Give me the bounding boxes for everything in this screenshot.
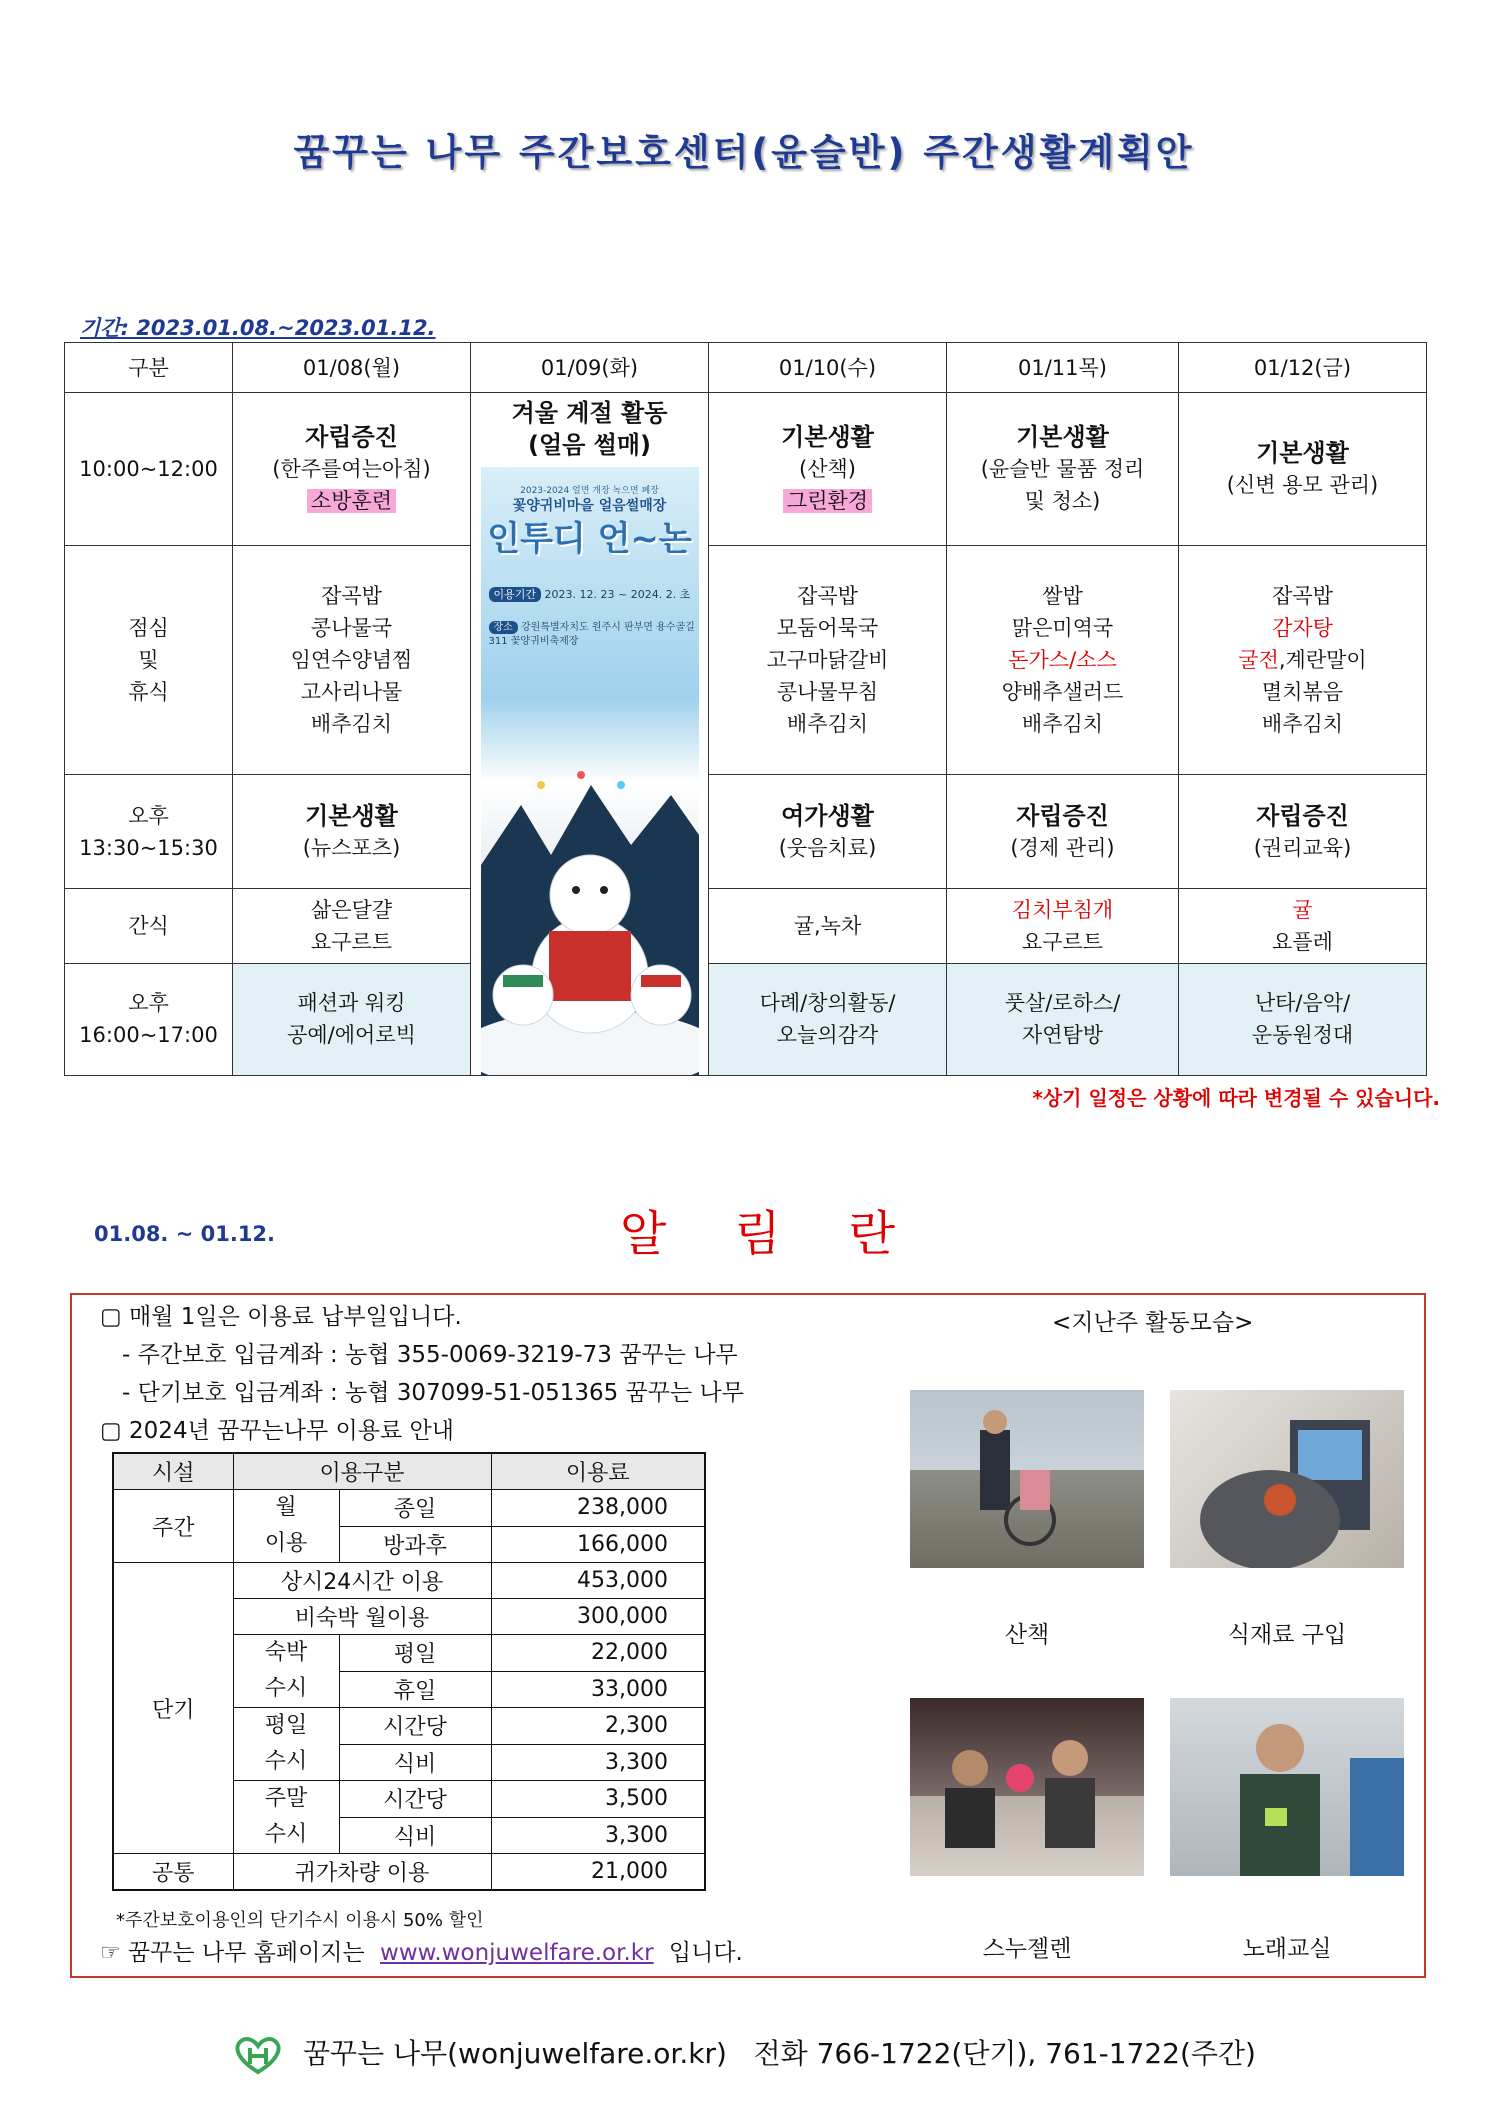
fee-value: 22,000 [491,1635,705,1672]
fee-category [233,1708,339,1781]
mon-pm1-cell [233,775,471,889]
poster-period: 2023. 12. 23 ~ 2024. 2. 초 [544,588,691,601]
fri-am-cell [1179,393,1427,546]
menu-item-special: 돈가스/소스 [1008,648,1117,673]
photo-snoezelen [910,1698,1144,1876]
wed-am-cell [709,393,947,546]
notice-line: ▢ 매월 1일은 이용료 납부일입니다. [100,1304,462,1330]
fee-sub: 식비 [339,1744,491,1781]
fee-sub: 시간당 [339,1708,491,1745]
mon-snack-cell [233,889,471,963]
fee-header-row [113,1453,705,1490]
activity-line: 풋살/로하스/ [1004,991,1121,1016]
snack-item: 요구르트 [310,930,393,955]
fee-category-line: 수시 [264,1822,308,1847]
poster-slogan: 인투디 언~논 [487,519,692,559]
account-short: - 단기보호 입금계좌 : 농협 307099-51-051365 꿈꾸는 나무 [122,1380,744,1406]
fee-row [113,1854,705,1891]
menu-item: 모둠어묵국 [776,616,879,641]
notice-title: 알림란 [620,1206,964,1262]
wed-pm1-cell [709,775,947,889]
fri-lunch-cell [1179,546,1427,775]
schedule-row-pm2 [65,963,1427,1075]
snowman-illustration [481,745,699,1075]
discount-note: *주간보호이용인의 단기수시 이용시 50% 할인 [116,1910,484,1931]
poster-name: 꽃양귀비마을 얼음썰매장 [512,498,667,514]
activity-sub: (신변 용모 관리) [1226,473,1379,498]
homepage-suffix: 입니다. [668,1940,743,1966]
row-label: 간식 [65,889,233,963]
thu-snack-cell [947,889,1179,963]
logo-icon [232,2034,284,2076]
fee-sub: 상시24시간 이용 [233,1563,491,1599]
mon-am-cell [233,393,471,546]
highlight-tag: 그린환경 [783,489,872,513]
mon-lunch-cell [233,546,471,775]
weekly-schedule-table [64,342,1427,1076]
thu-pm1-cell [947,775,1179,889]
photo-walk [910,1390,1144,1568]
snack-item: 요플레 [1272,930,1333,955]
fee-sub: 귀가차량 이용 [233,1854,491,1891]
schedule-row-lunch [65,546,1427,775]
menu-item: 멸치볶음 [1261,680,1344,705]
activity-line: 오늘의감각 [776,1023,879,1048]
activity-line: 난타/음악/ [1254,991,1351,1016]
homepage-link[interactable]: www.wonjuwelfare.or.kr [380,1940,654,1966]
schedule-row-snack [65,889,1427,963]
fee-value: 2,300 [491,1708,705,1745]
menu-item: 배추김치 [310,712,393,737]
photo-caption: 식재료 구입 [1227,1622,1347,1648]
fri-snack-cell [1179,889,1427,963]
header-cell: 01/09(화) [471,343,709,393]
fee-facility: 주간 [113,1490,233,1563]
poster-subtitle: 2023-2024 얼면 개장 녹으면 폐장 [520,486,659,496]
photo-caption: 산책 [1004,1622,1050,1648]
poster-place: 강원특별자치도 원주시 판부면 용수골길 311 꽃양귀비축제장 [488,622,695,647]
row-label-line: 오후 [128,803,169,828]
fee-sub: 방과후 [339,1526,491,1563]
header-cell: 01/12(금) [1179,343,1427,393]
wed-pm2-cell [709,963,947,1075]
row-label-line: 오후 [128,991,169,1016]
notice-date: 01.08. ~ 01.12. [94,1222,276,1246]
activity-line: 패션과 워킹 [297,991,406,1016]
fee-value: 453,000 [491,1563,705,1599]
fee-sub: 종일 [339,1490,491,1527]
fee-value: 3,300 [491,1744,705,1781]
fee-table [112,1452,706,1891]
fee-category-line: 수시 [264,1676,308,1701]
fee-category-line: 주말 [264,1786,308,1811]
activity-sub: (산책) [799,457,856,482]
activity-sub: (뉴스포츠) [302,835,401,860]
activity-sub: 및 청소) [1024,489,1101,514]
wed-lunch-cell [709,546,947,775]
photo-shopping-image [1170,1390,1404,1568]
row-label: 10:00~12:00 [65,393,233,546]
activity-line: 공예/에어로빅 [287,1023,416,1048]
header-cell: 구분 [65,343,233,393]
activity-title: 여가생활 [781,801,874,830]
activity-sub: (권리교육) [1253,835,1352,860]
fee-value: 21,000 [491,1854,705,1891]
snack-item: 삶은달걀 [310,898,393,923]
activity-title: 기본생활 [305,801,398,830]
header-cell: 01/08(월) [233,343,471,393]
event-sub: (얼음 썰매) [527,431,652,459]
row-label-line: 휴식 [128,680,169,705]
snack-item: 귤,녹차 [793,914,862,939]
schedule-row-pm1 [65,775,1427,889]
menu-item: 고사리나물 [300,680,403,705]
row-label [65,775,233,889]
menu-item: 배추김치 [786,712,869,737]
photo-walk-image [910,1390,1144,1568]
snack-item: 요구르트 [1021,930,1104,955]
fee-category [233,1490,339,1563]
menu-item-special: 감자탕 [1272,616,1333,641]
fee-category-line: 월 [275,1495,297,1520]
event-title: 겨울 계절 활동 [511,399,668,427]
activity-line: 운동원정대 [1251,1023,1354,1048]
row-label [65,546,233,775]
wed-snack-cell [709,889,947,963]
activity-line: 다례/창의활동/ [759,991,896,1016]
fee-category-line: 숙박 [264,1640,308,1665]
header-cell: 01/10(수) [709,343,947,393]
fee-value: 166,000 [491,1526,705,1563]
menu-item: 잡곡밥 [797,584,858,609]
photo-singing [1170,1698,1404,1876]
menu-item: ,계란말이 [1278,648,1367,673]
activity-line: 자연탐방 [1021,1023,1104,1048]
fee-value: 3,500 [491,1781,705,1818]
mon-pm2-cell [233,963,471,1075]
fee-value: 238,000 [491,1490,705,1527]
menu-item: 콩나물무침 [776,680,879,705]
homepage-prefix: ☞ 꿈꾸는 나무 홈페이지는 [100,1940,365,1966]
fee-sub: 식비 [339,1817,491,1854]
menu-item: 쌀밥 [1042,584,1083,609]
photo-caption: 스누젤렌 [982,1936,1072,1962]
fee-sub: 시간당 [339,1781,491,1818]
activity-title: 자립증진 [1016,801,1109,830]
fee-row [113,1490,705,1527]
page-title: 꿈꾸는 나무 주간보호센터(윤슬반) 주간생활계획안 [293,131,1195,174]
fee-facility: 단기 [113,1563,233,1854]
photo-singing-image [1170,1698,1404,1876]
event-poster [481,467,699,1075]
snack-item-special: 귤 [1292,898,1313,923]
menu-item: 콩나물국 [310,616,393,641]
fee-sub: 비숙박 월이용 [233,1599,491,1635]
fee-category-line: 평일 [264,1713,308,1738]
header-cell: 01/11목) [947,343,1179,393]
activity-title: 기본생활 [1256,439,1349,468]
row-label-line: 및 [138,648,159,673]
menu-item: 잡곡밥 [321,584,382,609]
menu-item: 잡곡밥 [1272,584,1333,609]
tue-event-cell [471,393,709,1076]
fee-sub: 휴일 [339,1671,491,1708]
fee-header-cell: 시설 [113,1453,233,1490]
fee-header-cell: 이용구분 [233,1453,491,1490]
thu-am-cell [947,393,1179,546]
activity-title: 기본생활 [781,423,874,452]
menu-item: 양배추샐러드 [1001,680,1124,705]
period-label: 기간: 2023.01.08.~2023.01.12. [80,316,436,340]
footer [0,2032,1488,2076]
fee-category [233,1635,339,1708]
homepage-line [100,1934,743,1972]
menu-item: 배추김치 [1021,712,1104,737]
menu-item: 맑은미역국 [1011,616,1114,641]
account-day: - 주간보호 입금계좌 : 농협 355-0069-3219-73 꿈꾸는 나무 [122,1342,738,1368]
poster-period-label: 이용기간 [489,587,542,602]
schedule-header-row [65,343,1427,393]
fee-category-line: 수시 [264,1749,308,1774]
row-label-line: 점심 [128,616,169,641]
row-label [65,963,233,1075]
activity-title: 기본생활 [1016,423,1109,452]
activity-title: 자립증진 [1256,801,1349,830]
poster-place-label: 장소 [489,621,518,634]
fee-category [233,1781,339,1854]
photo-snoezelen-image [910,1698,1144,1876]
fee-category-line: 이용 [264,1531,308,1556]
thu-lunch-cell [947,546,1179,775]
menu-item: 임연수양념찜 [290,648,413,673]
snack-item-special: 김치부침개 [1011,898,1114,923]
activity-sub: (경제 관리) [1010,835,1115,860]
row-label-line: 13:30~15:30 [79,835,218,860]
fee-sub: 평일 [339,1635,491,1672]
menu-item: 배추김치 [1261,712,1344,737]
highlight-tag: 소방훈련 [307,489,396,513]
fee-header-cell: 이용료 [491,1453,705,1490]
activity-sub: (한주를여는아침) [272,457,431,482]
row-label-line: 16:00~17:00 [79,1023,218,1048]
change-note: *상기 일정은 상황에 따라 변경될 수 있습니다. [1032,1086,1440,1110]
fri-pm2-cell [1179,963,1427,1075]
photo-caption: 노래교실 [1242,1936,1332,1962]
fee-value: 3,300 [491,1817,705,1854]
menu-item: 고구마닭갈비 [766,648,889,673]
activity-title: 자립증진 [305,423,398,452]
menu-item-special: 굴전 [1238,648,1279,673]
activity-sub: (웃음치료) [778,835,877,860]
fee-facility: 공통 [113,1854,233,1891]
activity-sub: (윤슬반 물품 정리 [980,457,1145,482]
fee-value: 33,000 [491,1671,705,1708]
fee-heading: ▢ 2024년 꿈꾸는나무 이용료 안내 [100,1418,454,1444]
fee-row [113,1563,705,1599]
footer-text: 꿈꾸는 나무(wonjuwelfare.or.kr) 전화 766-1722(단기), 761-1722(주간) [302,2037,1256,2070]
fee-value: 300,000 [491,1599,705,1635]
photos-heading: <지난주 활동모습> [1052,1310,1254,1336]
fri-pm1-cell [1179,775,1427,889]
schedule-row-am [65,393,1427,546]
thu-pm2-cell [947,963,1179,1075]
photo-shopping [1170,1390,1404,1568]
